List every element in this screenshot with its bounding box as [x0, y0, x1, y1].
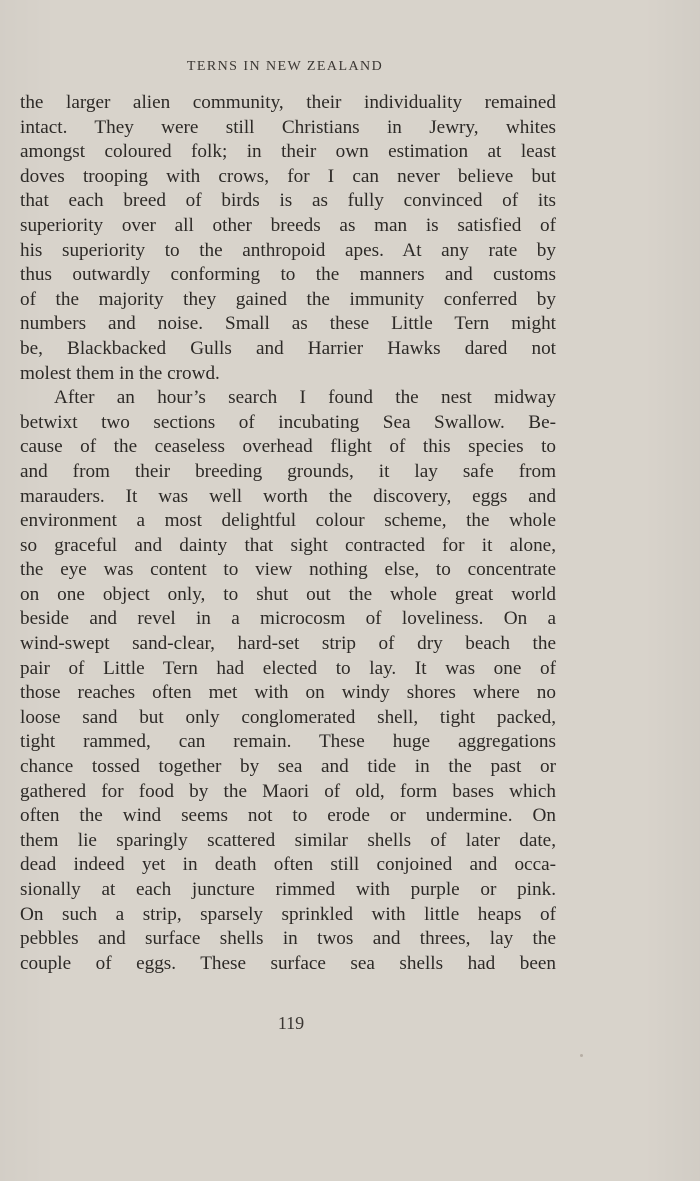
text-line: gathered for food by the Maori of old, form bases which — [20, 780, 556, 802]
paragraph-end-line: molest them in the crowd. — [20, 362, 220, 384]
text-line: so graceful and dainty that sight contracted for it alone, — [20, 534, 556, 556]
text-line: intact. They were still Christians in Jewry, whites — [20, 116, 556, 138]
text-line: beside and revel in a microcosm of loveliness. On a — [20, 608, 556, 630]
paragraph-start-line: After an hour’s search I found the nest midway — [54, 387, 556, 409]
text-line: marauders. It was well worth the discovery, eggs and — [20, 485, 556, 507]
text-line: environment a most delightful colour scheme, the whole — [20, 510, 556, 532]
text-line: loose sand but only conglomerated shell, tight packed, — [20, 706, 556, 728]
text-line: the larger alien community, their individuality remained — [20, 92, 556, 113]
text-line: pair of Little Tern had elected to lay. It was one of — [20, 657, 556, 679]
text-line: dead indeed yet in death often still conjoined and occa- — [20, 854, 556, 876]
body-text — [20, 91, 556, 976]
text-line: chance tossed together by sea and tide in the past or — [20, 756, 556, 778]
text-line: pebbles and surface shells in twos and threes, lay the — [20, 928, 556, 950]
text-line: sionally at each juncture rimmed with purple or pink. — [20, 879, 556, 900]
text-line: cause of the ceaseless overhead flight of this species to — [20, 436, 556, 458]
text-line: of the majority they gained the immunity conferred by — [20, 288, 556, 310]
text-line: betwixt two sections of incubating Sea Swallow. Be- — [20, 411, 556, 433]
text-line: tight rammed, can remain. These huge aggregations — [20, 731, 556, 753]
text-line: often the wind seems not to erode or undermine. On — [20, 805, 556, 827]
text-line: them lie sparingly scattered similar shells of later date, — [20, 829, 556, 851]
text-line: wind-swept sand-clear, hard-set strip of dry beach the — [20, 633, 556, 655]
text-line: couple of eggs. These surface sea shells had been — [20, 952, 556, 974]
paper-speck — [580, 1054, 583, 1057]
text-line: thus outwardly conforming to the manners and customs — [20, 264, 556, 286]
text-line: and from their breeding grounds, it lay safe from — [20, 460, 556, 482]
page-number: 119 — [277, 1013, 305, 1033]
text-line: that each breed of birds is as fully convinced of its — [20, 190, 556, 212]
text-line: superiority over all other breeds as man is satisfied of — [20, 214, 556, 236]
text-line: those reaches often met with on windy shores where no — [20, 682, 556, 704]
text-line: doves trooping with crows, for I can never believe but — [20, 165, 556, 187]
running-head: TERNS IN NEW ZEALAND — [186, 59, 384, 74]
text-line: be, Blackbacked Gulls and Harrier Hawks dared not — [20, 337, 556, 359]
text-line: On such a strip, sparsely sprinkled with little heaps of — [20, 903, 556, 925]
text-line: his superiority to the anthropoid apes. At any rate by — [20, 239, 556, 261]
text-line: amongst coloured folk; in their own estimation at least — [20, 141, 556, 163]
text-line: on one object only, to shut out the whole great world — [20, 583, 556, 605]
text-line: the eye was content to view nothing else, to concentrate — [20, 559, 556, 581]
text-line: numbers and noise. Small as these Little Tern might — [20, 313, 556, 335]
